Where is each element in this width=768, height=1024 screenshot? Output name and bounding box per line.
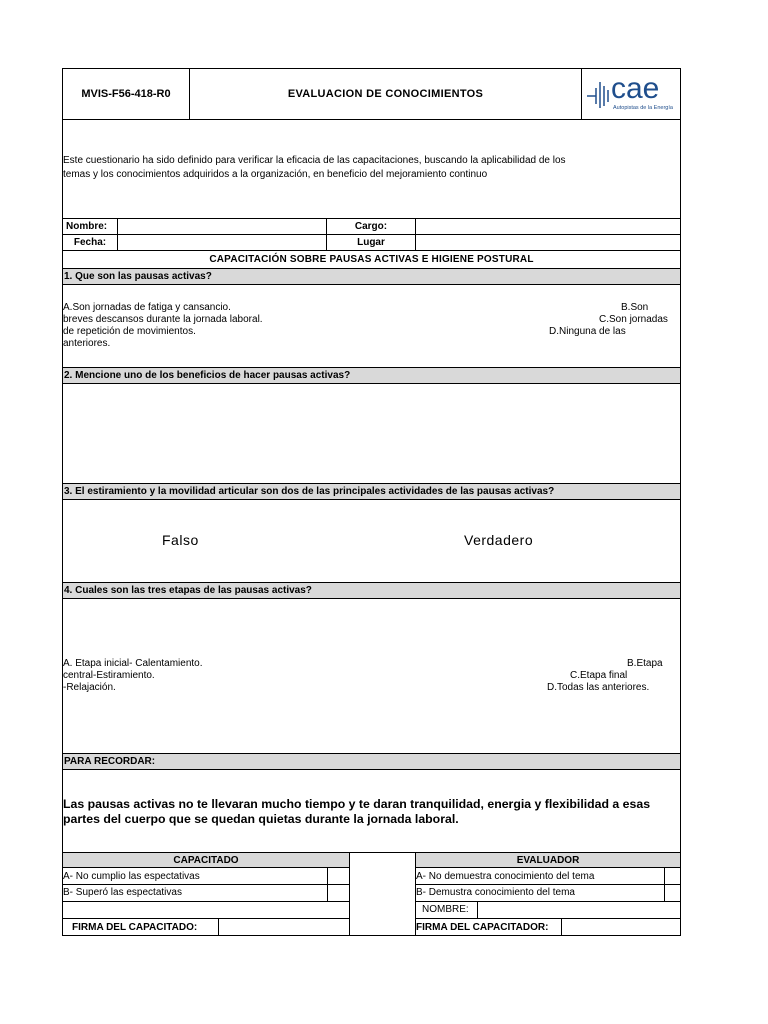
q2-answer-area[interactable] xyxy=(63,385,680,483)
nombre-label: Nombre: xyxy=(66,221,108,232)
capacitado-option-b: B- Superó las espectativas xyxy=(63,887,182,898)
evaluador-signature-label: FIRMA DEL CAPACITADOR: xyxy=(416,922,549,933)
cargo-field[interactable] xyxy=(416,219,680,234)
q1-option-b-end: breves descansos durante la jornada laboral. xyxy=(63,314,263,325)
reminder-line-2: partes del cuerpo que se quedan quietas durante la jornada laboral. xyxy=(63,812,459,826)
capacitado-check-a[interactable] xyxy=(328,869,349,884)
intro-line-1: Este cuestionario ha sido definido para verificar la eficacia de las capacitaciones, buscando la aplicabilidad de los xyxy=(63,155,566,166)
capacitado-option-a: A- No cumplio las espectativas xyxy=(63,870,200,882)
q4-option-b-start: B.Etapa xyxy=(627,658,663,669)
q1-option-b-start: B.Son xyxy=(621,302,649,313)
lugar-label: Lugar xyxy=(357,237,385,248)
q1-title: 1. Que son las pausas activas? xyxy=(64,271,212,282)
q1-option-c-end: de repetición de movimientos. xyxy=(63,326,196,337)
q3-option-true[interactable]: Verdadero xyxy=(464,532,534,548)
reminder-title: PARA RECORDAR: xyxy=(64,756,156,767)
evaluador-option-b: B- Demustra conocimiento del tema xyxy=(416,887,575,898)
q1-option-d-end: anteriores. xyxy=(63,338,111,349)
q4-option-b-end: central-Estiramiento. xyxy=(63,670,155,681)
evaluador-signature-field[interactable] xyxy=(562,919,680,936)
document-title: EVALUACION DE CONOCIMIENTOS xyxy=(287,88,484,100)
evaluador-name-label: NOMBRE: xyxy=(422,904,469,915)
q3-title: 3. El estiramiento y la movilidad articular son dos de las principales actividades de las pausas activas? xyxy=(64,486,555,497)
capacitado-signature-field[interactable] xyxy=(219,919,349,936)
q1-option-d-start: D.Ninguna de las xyxy=(549,326,626,337)
q4-title: 4. Cuales son las tres etapas de las pausas activas? xyxy=(64,585,312,596)
logo-text: cae xyxy=(611,72,660,105)
capacitado-signature-label: FIRMA DEL CAPACITADO: xyxy=(72,922,198,933)
fecha-field[interactable] xyxy=(118,235,325,250)
capacitado-title: CAPACITADO xyxy=(173,855,239,866)
fecha-label: Fecha: xyxy=(73,237,107,248)
document-code: MVIS-F56-418-R0 xyxy=(81,88,171,100)
lugar-field[interactable] xyxy=(416,235,680,250)
q4-option-c-start: C.Etapa final xyxy=(570,670,628,681)
evaluador-name-field[interactable] xyxy=(478,902,680,918)
q4-option-a: A. Etapa inicial- Calentamiento. xyxy=(63,658,203,669)
q2-title: 2. Mencione uno de los beneficios de hacer pausas activas? xyxy=(64,370,351,381)
reminder-line-1: Las pausas activas no te llevaran mucho tiempo y te daran tranquilidad, energia y flexibilidad a esas xyxy=(63,797,651,811)
q3-option-false[interactable]: Falso xyxy=(162,532,199,548)
cae-logo xyxy=(583,70,679,118)
nombre-field[interactable] xyxy=(118,219,325,234)
q1-option-c-start: C.Son jornadas xyxy=(599,314,668,325)
capacitado-check-b[interactable] xyxy=(328,885,349,901)
q4-option-c-end: -Relajación. xyxy=(63,682,116,693)
evaluador-title: EVALUADOR xyxy=(516,855,580,866)
logo-tagline: Autopistas de la Energía xyxy=(613,105,673,111)
section-title: CAPACITACIÓN SOBRE PAUSAS ACTIVAS E HIGIENE POSTURAL xyxy=(209,253,534,265)
evaluador-option-a: A- No demuestra conocimiento del tema xyxy=(416,870,595,882)
cargo-label: Cargo: xyxy=(354,221,388,232)
q1-option-a: A.Son jornadas de fatiga y cansancio. xyxy=(63,302,231,313)
evaluador-check-a[interactable] xyxy=(665,869,680,884)
evaluador-check-b[interactable] xyxy=(665,885,680,901)
q4-option-d: D.Todas las anteriores. xyxy=(547,682,650,693)
intro-line-2: temas y los conocimientos adquiridos a la organización, en beneficio del mejoramiento continuo xyxy=(63,169,488,180)
